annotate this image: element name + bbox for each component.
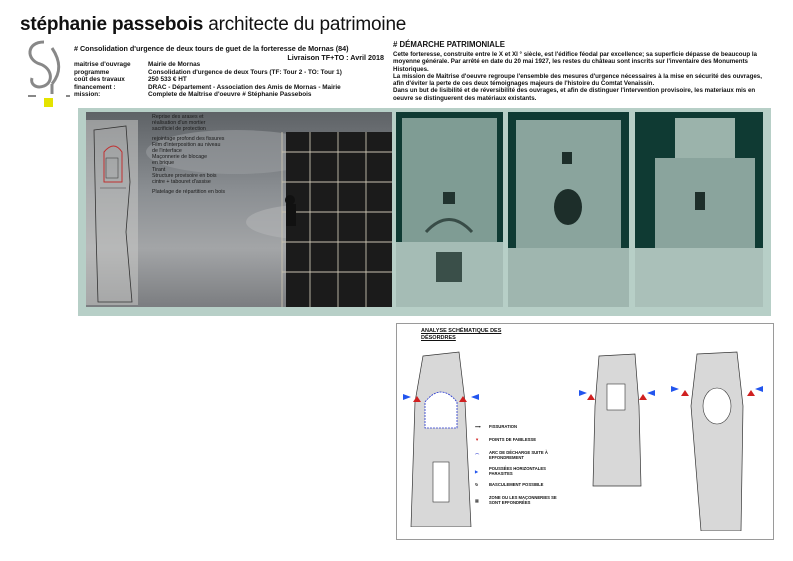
project-info [74,61,342,99]
info-row: maitrise d'ouvrage Mairie de Mornas [74,61,201,68]
analysis-title: ANALYSE SCHÉMATIQUE DES DÉSORDRES [421,328,502,341]
info-row: coût des travaux 250 533 € HT [74,76,187,84]
page-title [20,14,406,36]
project-title: # Consolidation d'urgence de deux tours de guet de la forteresse de Mornas (84) [74,44,349,53]
pointcloud-scan-1 [396,112,503,307]
legend-item: ⟶ FISSURATION [475,424,518,429]
demarche-heading: # DÉMARCHE PATRIMONIALE [393,40,505,49]
info-row: financement : DRAC - Département - Association des Amis de Mornas - Mairie [74,83,341,91]
tower-elevation-3 [671,346,763,531]
demarche-section [393,40,773,102]
delivery-date: Livraison TF+TO : Avril 2018 [287,53,384,62]
architect-name: stéphanie passebois [20,14,204,35]
demarche-paragraph: Dans un but de lisibilité et de réversibilité des ouvrages, et afin de distinguer l'intervention provisoire, les materiaux mis en oeuvre se distinguerent des matériaux existants. [393,87,756,102]
demarche-paragraph: Cette forteresse, construite entre le X et XI ° siècle, est l'édifice féodal par excellence; sa superficie dépasse de beaucoup la moyenne générale. Par arrêté en date du 20 mai 1927, les restes du château sont inscrits sur l'inventaire des Monuments Historiques. [393,51,757,73]
info-row: programme Consolidation d'urgence de deux Tours (TF: Tour 2 - TO: Tour 1) [74,68,342,76]
annotation-list: Reprise des arases et réalisation d'un mortier sacrificiel de protection rejointage profond des fissures Film d'interposition au niveau de l'interface Maçonnerie de blocage en brique Tirant Structure provisoire en bois cintre + tabouret d'assise Platelage de répartition en bois [152,114,226,196]
tower-elevation-1 [403,342,479,527]
legend-item: ▼ POINTS DE FAIBLESSE [475,437,537,442]
analysis-panel [396,323,774,540]
legend-item: ▶ POUSSÉES HORIZONTALES PARASITES [475,466,546,476]
logo-icon [22,38,72,110]
tower-elevation-2 [577,346,657,496]
legend-item: ▦ ZONE OU LES MAÇONNERIES SE SONT EFFONDRÉES [475,495,557,505]
legend-item: ↻ BASCULEMENT POSSIBLE [475,482,544,487]
construction-photo [86,112,392,307]
info-row: mission: Complete de Maîtrise d'oeuvre # Stéphanie Passebois [74,91,312,99]
demarche-paragraph: La mission de Maîtrise d'oeuvre regroupe l'ensemble des mesures d'urgence nécessaires à la mise en sécurité des ouvrages, afin d'éviter la perte de ces deux témoignages majeurs de l'histoire du Comtat Venaissin. [393,72,762,88]
section-drawing [86,120,138,305]
pointcloud-scan-2 [508,112,629,307]
project-header [74,44,384,62]
legend [475,424,559,505]
architect-subtitle: architecte du patrimoine [208,14,407,35]
legend-item: ⌒ ARC DE DÉCHARGE SUITE À EFFONDREMENT [475,450,548,460]
scaffold-tower [282,132,392,307]
pointcloud-scan-3 [635,112,763,307]
